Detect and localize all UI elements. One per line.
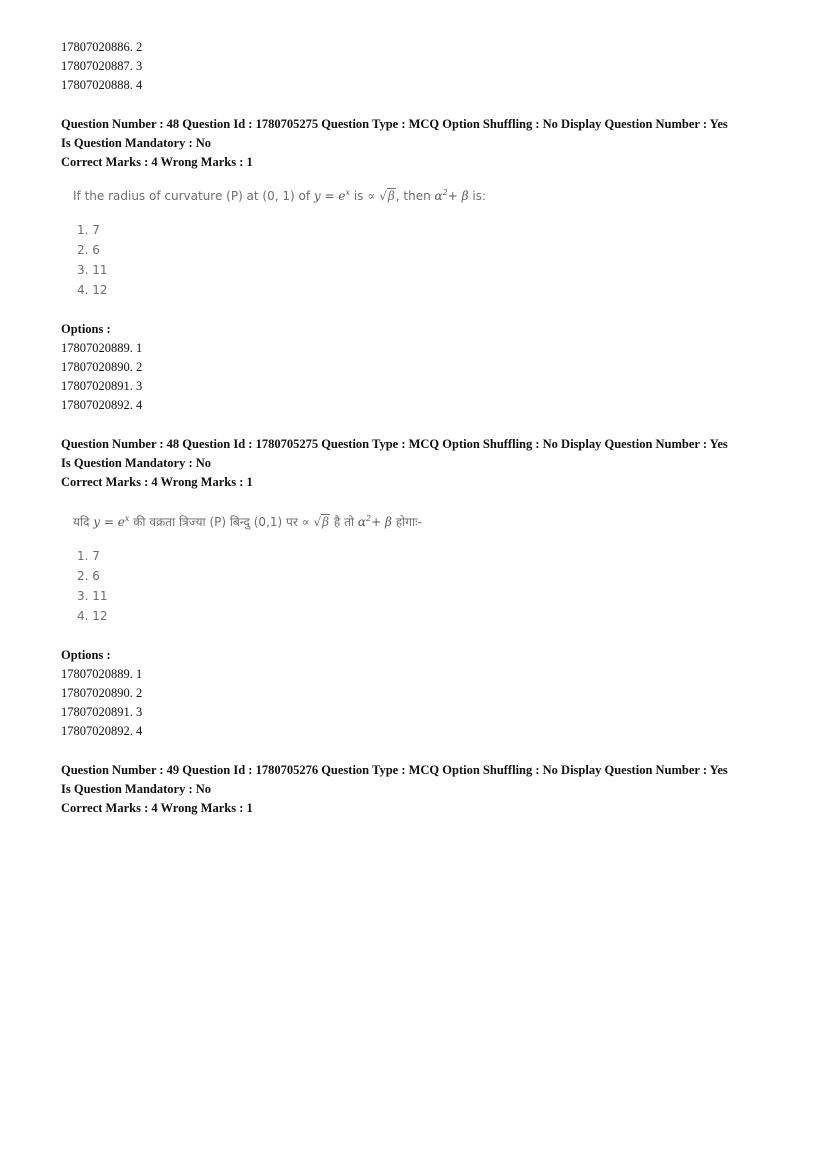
stem-root-expression: ∝ √β (367, 189, 395, 203)
question-image (73, 512, 781, 626)
equation-exponent: x (124, 514, 130, 523)
page-content (61, 38, 781, 818)
question-block-48-hi (61, 435, 781, 741)
option-line: 17807020886. 2 (61, 40, 143, 54)
options-label: Options : (61, 322, 111, 336)
equation-base: y = e (313, 189, 346, 203)
stem-expression (435, 189, 469, 203)
option-line: 17807020891. 3 (61, 705, 143, 719)
stem-equation (93, 515, 129, 529)
question-image (73, 186, 781, 300)
stem-text: is: (472, 189, 487, 203)
option-line: 17807020888. 4 (61, 78, 143, 92)
choice-item: 2. 6 (77, 569, 100, 583)
question-stem (73, 186, 781, 206)
choice-item: 3. 11 (77, 263, 108, 277)
option-line: 17807020890. 2 (61, 360, 143, 374)
option-line: 17807020890. 2 (61, 686, 143, 700)
stem-text: होगाः- (395, 515, 422, 529)
question-block-49 (61, 761, 781, 818)
options-label: Options : (61, 648, 111, 662)
option-line: 17807020892. 4 (61, 724, 143, 738)
stem-root-expression: ∝ √β (301, 515, 330, 529)
question-meta: Question Number : 48 Question Id : 1780705275 Question Type : MCQ Option Shuffling : No Display Question Number : Yes (61, 117, 728, 131)
expr-base: α (357, 515, 366, 529)
question-meta: Question Number : 48 Question Id : 1780705275 Question Type : MCQ Option Shuffling : No Display Question Number : Yes (61, 437, 728, 451)
stem-equation (314, 189, 350, 203)
radicand: β (387, 189, 395, 203)
expr-exponent: 2 (366, 514, 372, 523)
stem-text: is (353, 189, 364, 203)
stem-expression (358, 515, 392, 529)
option-line: 17807020889. 1 (61, 667, 143, 681)
question-stem (73, 512, 781, 532)
proportional-symbol: ∝ (301, 515, 310, 529)
proportional-symbol: ∝ (367, 189, 376, 203)
stem-text: यदि (73, 515, 90, 529)
choice-item: 3. 11 (77, 589, 108, 603)
stem-text: है तो (333, 515, 355, 529)
question-marks: Correct Marks : 4 Wrong Marks : 1 (61, 155, 253, 169)
choice-item: 4. 12 (77, 283, 108, 297)
choice-item: 2. 6 (77, 243, 100, 257)
expr-exponent: 2 (442, 188, 448, 197)
stem-text: की वक्रता त्रिज्या (P) बिन्दु (0,1) पर (133, 515, 298, 529)
stem-text: If the radius of curvature (P) at (0, 1) of (73, 189, 311, 203)
option-line: 17807020892. 4 (61, 398, 143, 412)
question-mandatory: Is Question Mandatory : No (61, 136, 212, 150)
equation-exponent: x (345, 188, 350, 197)
option-line: 17807020887. 3 (61, 59, 143, 73)
previous-options-list (61, 38, 781, 95)
choice-item: 4. 12 (77, 609, 108, 623)
question-block-48-en (61, 115, 781, 415)
question-marks: Correct Marks : 4 Wrong Marks : 1 (61, 801, 253, 815)
option-line: 17807020891. 3 (61, 379, 143, 393)
expr-tail: + β (447, 189, 469, 203)
equation-base: y = e (93, 515, 125, 529)
question-mandatory: Is Question Mandatory : No (61, 456, 212, 470)
question-meta: Question Number : 49 Question Id : 1780705276 Question Type : MCQ Option Shuffling : No Display Question Number : Yes (61, 763, 728, 777)
choice-item: 1. 7 (77, 549, 100, 563)
radicand: β (322, 515, 330, 529)
option-line: 17807020889. 1 (61, 341, 143, 355)
expr-base: α (434, 189, 443, 203)
question-mandatory: Is Question Mandatory : No (61, 782, 212, 796)
stem-text: , then (395, 189, 431, 203)
question-marks: Correct Marks : 4 Wrong Marks : 1 (61, 475, 253, 489)
choice-item: 1. 7 (77, 223, 100, 237)
expr-tail: + β (371, 515, 392, 529)
